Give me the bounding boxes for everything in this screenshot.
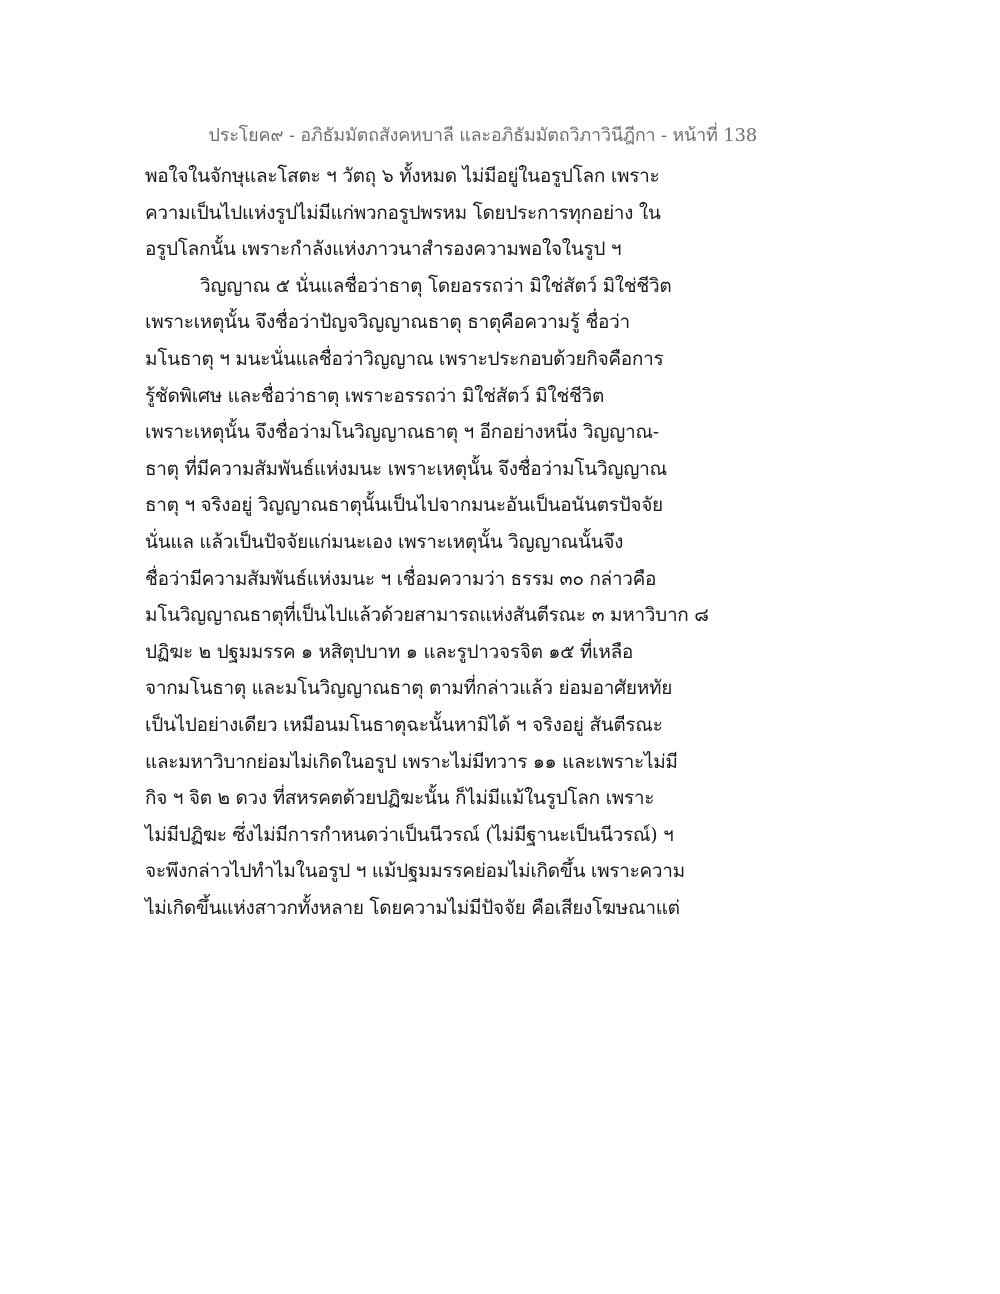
text-line: จะพึงกล่าวไปทำไมในอรูป ฯ แม้ปฐมมรรคย่อมไม่เกิดขึ้น เพราะความ (145, 860, 685, 883)
text-line: อรูปโลกนั้น เพราะกำลังแห่งภาวนาสำรองความพอใจในรูป ฯ (145, 238, 622, 261)
text-line: ความเป็นไปแห่งรูปไม่มีแก่พวกอรูปพรหม โดยประการทุกอย่าง ใน (145, 201, 661, 224)
running-header: ประโยค๙ - อภิธัมมัตถสังคหบาลี และอภิธัมมัตถวิภาวินีฎีกา - หน้าที่ 138 (208, 125, 757, 146)
text-line: มโนธาตุ ฯ มนะนั่นแลชื่อว่าวิญญาณ เพราะประกอบด้วยกิจคือการ (145, 347, 664, 370)
text-line: กิจ ฯ จิต ๒ ดวง ที่สหรคตด้วยปฏิฆะนั้น ก็ไม่มีแม้ในรูปโลก เพราะ (145, 787, 655, 810)
text-line: ไม่มีปฏิฆะ ซึ่งไม่มีการกำหนดว่าเป็นนีวรณ์ (ไม่มีฐานะเป็นนีวรณ์) ฯ (145, 823, 674, 846)
text-line: ชื่อว่ามีความสัมพันธ์แห่งมนะ ฯ เชื่อมความว่า ธรรม ๓๐ กล่าวคือ (145, 567, 657, 590)
text-line: ธาตุ ฯ จริงอยู่ วิญญาณธาตุนั้นเป็นไปจากมนะอันเป็นอนันตรปัจจัย (145, 494, 663, 517)
text-line: ปฏิฆะ ๒ ปฐมมรรค ๑ หสิตุปบาท ๑ และรูปาวจรจิต ๑๕ ที่เหลือ (145, 640, 634, 663)
text-line: นั่นแล แล้วเป็นปัจจัยแก่มนะเอง เพราะเหตุนั้น วิญญาณนั้นจึง (145, 530, 624, 553)
body-text (145, 158, 757, 926)
paragraph-first-line: วิญญาณ ๕ นั่นแลชื่อว่าธาตุ โดยอรรถว่า มิใช่สัตว์ มิใช่ชีวิต (200, 274, 672, 297)
text-line: เพราะเหตุนั้น จึงชื่อว่ามโนวิญญาณธาตุ ฯ อีกอย่างหนึ่ง วิญญาณ- (145, 421, 659, 444)
text-line: และมหาวิบากย่อมไม่เกิดในอรูป เพราะไม่มีทวาร ๑๑ และเพราะไม่มี (145, 750, 678, 773)
text-line: มโนวิญญาณธาตุที่เป็นไปแล้วด้วยสามารถแห่งสันตีรณะ ๓ มหาวิบาก ๘ (145, 604, 709, 627)
text-line: รู้ชัดพิเศษ และชื่อว่าธาตุ เพราะอรรถว่า มิใช่สัตว์ มิใช่ชีวิต (145, 384, 605, 407)
text-line: เพราะเหตุนั้น จึงชื่อว่าปัญจวิญญาณธาตุ ธาตุคือความรู้ ชื่อว่า (145, 311, 630, 334)
text-line: ธาตุ ที่มีความสัมพันธ์แห่งมนะ เพราะเหตุนั้น จึงชื่อว่ามโนวิญญาณ (145, 457, 667, 480)
text-line: เป็นไปอย่างเดียว เหมือนมโนธาตุฉะนั้นหามิได้ ฯ จริงอยู่ สันตีรณะ (145, 713, 663, 736)
text-line: พอใจในจักษุและโสตะ ฯ วัตถุ ๖ ทั้งหมด ไม่มีอยู่ในอรูปโลก เพราะ (145, 165, 660, 187)
text-line: จากมโนธาตุ และมโนวิญญาณธาตุ ตามที่กล่าวแล้ว ย่อมอาศัยหทัย (145, 677, 673, 700)
text-line: ไม่เกิดขึ้นแห่งสาวกทั้งหลาย โดยความไม่มีปัจจัย คือเสียงโฆษณาแต่ (145, 896, 680, 919)
